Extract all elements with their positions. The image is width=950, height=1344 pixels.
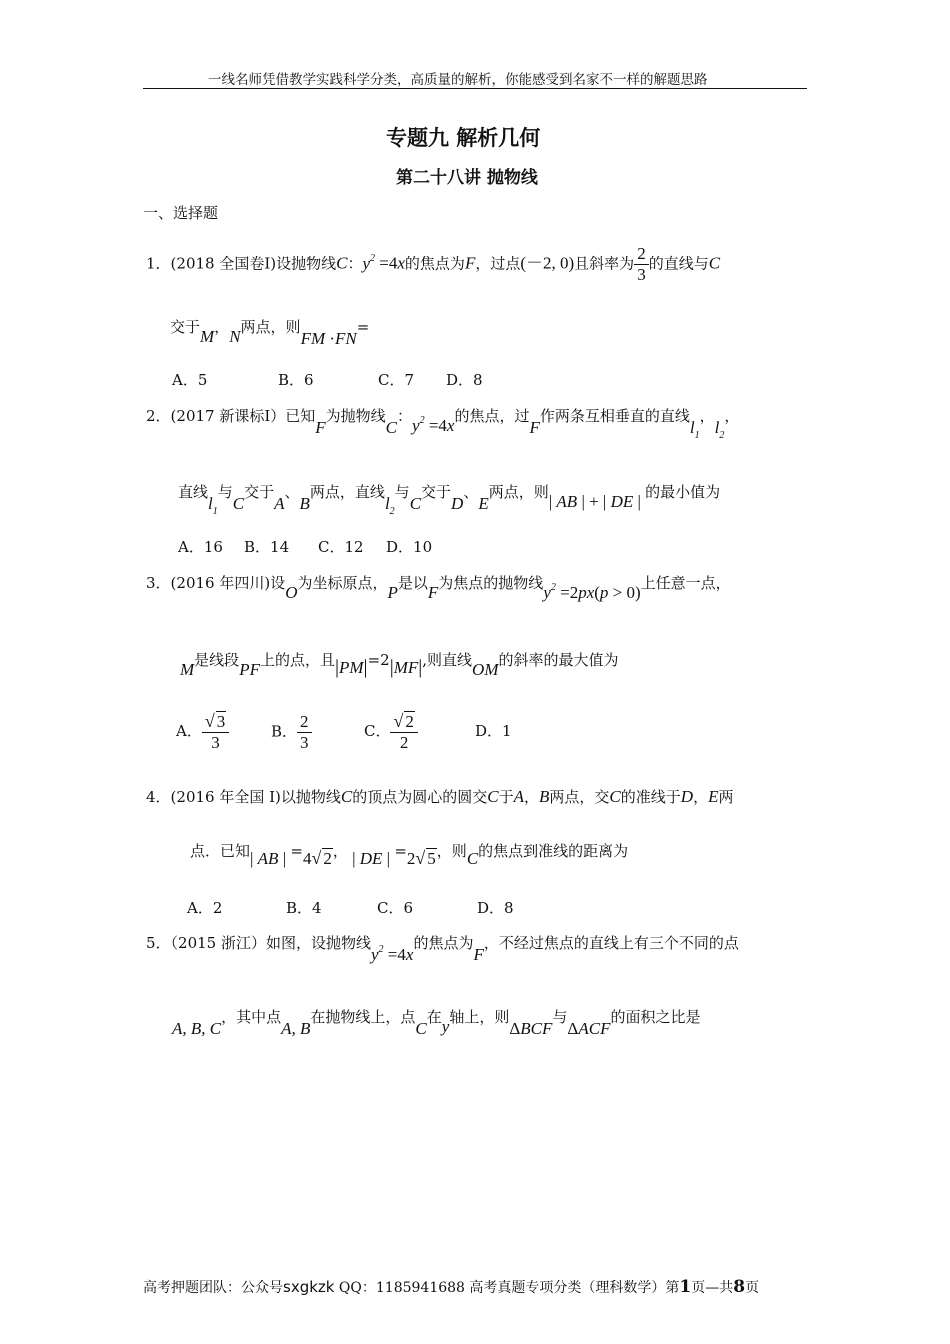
question-1-options	[172, 369, 483, 390]
question-3-line-1: 3．(2016 年四川)设O为坐标原点，P是以F为焦点的抛物线$y^2 =2px(p > 0)$上任意一点，	[146, 574, 731, 602]
math: $y^2$	[362, 252, 376, 273]
question-2-line-2: 直线$l_1$与C交于A、B两点，直线$l_2$与C交于D、E两点，则| AB | + | DE | 的最小值为	[178, 483, 721, 517]
question-2-line-1: 2．(2017 新课标Ⅰ）已知F为抛物线C：$y^2 =4x$的焦点，过F作两条互相垂直的直线$l_1$，$l_2$，	[146, 407, 740, 441]
page-subtitle: 第二十八讲 抛物线	[396, 168, 538, 188]
q3-option-c[interactable]: C． $\frac{√ 2}{2}$	[364, 711, 475, 753]
fraction-2-3: $\frac{2}{3}$	[634, 244, 649, 285]
q4-option-d[interactable]: D．8	[477, 899, 514, 917]
q3-option-a[interactable]: A． $\frac{√ 3}{3}$	[176, 711, 271, 753]
question-4-options	[187, 897, 514, 918]
q2-option-b[interactable]: B．14	[244, 538, 290, 556]
q3-option-d[interactable]: D．1	[475, 722, 512, 740]
question-3-line-2: M是线段PF上的点，且|PM|=2|MF|,则直线OM的斜率的最大值为	[180, 651, 619, 679]
q2-option-d[interactable]: D．10	[386, 538, 433, 556]
question-5-line-1: 5．（2015 浙江）如图，设抛物线$y^2 =4x$的焦点为F，不经过焦点的直线上有三个不同的点	[146, 934, 739, 964]
question-3-options	[176, 711, 512, 753]
section-heading: 一、选择题	[143, 204, 219, 222]
question-4-line-1: 4．(2016 年全国 I)以抛物线C的顶点为圆心的圆交C于A，B两点，交C的准线于D，E两	[146, 787, 734, 806]
math: C	[336, 253, 348, 273]
page-title: 专题九 解析几何	[386, 126, 541, 150]
q2-option-a[interactable]: A．16	[178, 538, 223, 556]
question-5-line-2: A, B, C，其中点A, B在抛物线上，点C在y轴上，则ΔBCF与ΔACF的面积之比是	[172, 1008, 701, 1038]
q1-lead: 1．(2018 全国卷Ⅰ)设抛物线	[146, 254, 337, 273]
q1-option-c[interactable]: C．7	[378, 371, 415, 389]
q4-option-a[interactable]: A．2	[187, 899, 223, 917]
question-4-line-2: 点．已知| AB | =4√ 2， | DE | =2√ 5，则C的焦点到准线的距离为	[190, 842, 629, 868]
question-1-line-1: 1．(2018 全国卷Ⅰ)设抛物线C：$y^2 =4x$的焦点为F，过点(－2, 0)且斜率为 $\frac{2}{3}$ 的直线与C	[146, 244, 721, 284]
q1-option-a[interactable]: A．5	[172, 371, 208, 389]
question-2-options	[178, 536, 432, 557]
q1-option-d[interactable]: D．8	[446, 371, 483, 389]
q2-option-c[interactable]: C．12	[318, 538, 364, 556]
q4-option-c[interactable]: C．6	[377, 899, 414, 917]
q4-option-b[interactable]: B．4	[286, 899, 322, 917]
header-rule	[143, 88, 807, 89]
q1-option-b[interactable]: B．6	[278, 371, 314, 389]
header-tagline: 一线名师凭借教学实践科学分类，高质量的解析，你能感受到名家不一样的解题思路	[208, 72, 708, 88]
footer: 高考押题团队：公众号sxgkzk QQ：1185941688 高考真题专项分类（理科数学）第1页—共8页	[143, 1277, 760, 1297]
question-1-line-2: 交于M，N两点，则FM ·FN=	[170, 318, 370, 348]
q3-option-b[interactable]: B． $\frac{2}{3}$	[271, 712, 364, 753]
